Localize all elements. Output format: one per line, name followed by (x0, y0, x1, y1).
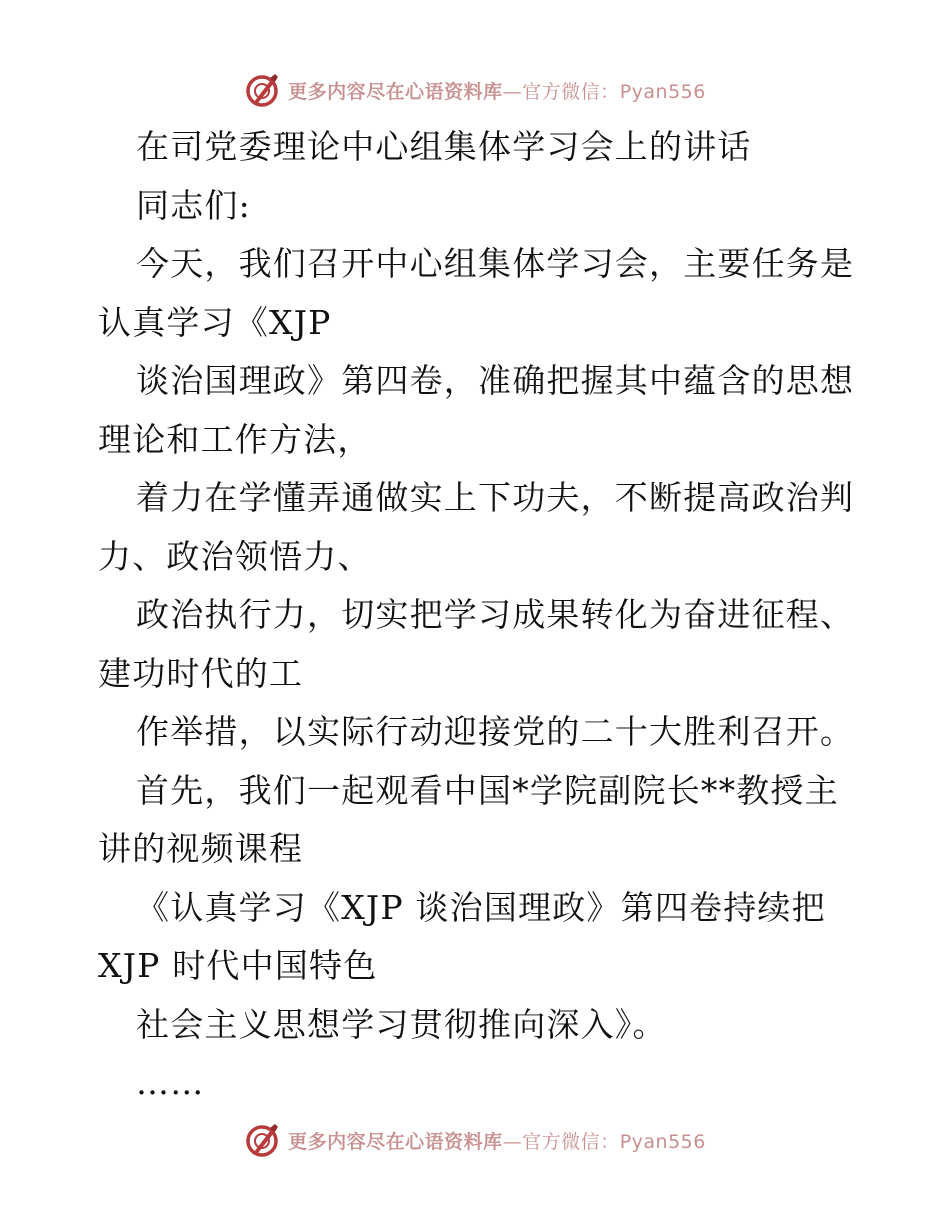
paragraph-line: 建功时代的工 (98, 653, 304, 693)
watermark-dash: — (502, 1130, 523, 1153)
quill-logo-icon (244, 72, 280, 108)
watermark-site: 更多内容尽在心语资料库 (288, 1130, 503, 1153)
header-watermark (0, 70, 950, 110)
watermark-dash: — (502, 80, 523, 103)
paragraph-line: 首先，我们一起观看中国*学院副院长**教授主 (136, 770, 839, 810)
watermark-wechat-id: Pyan556 (619, 1130, 706, 1153)
paragraph-line: 社会主义思想学习贯彻推向深入》。 (136, 1004, 667, 1044)
quill-logo-icon (244, 1122, 280, 1158)
footer-watermark (0, 1120, 950, 1160)
watermark-wechat-label: 官方微信： (522, 1130, 620, 1153)
paragraph-line: 着力在学懂弄通做实上下功夫，不断提高政治判 (136, 478, 855, 517)
document-title: 在司党委理论中心组集体学习会上的讲话 (136, 127, 752, 166)
ellipsis-line: …… (136, 1063, 205, 1102)
watermark-wechat-label: 官方微信： (522, 80, 620, 103)
paragraph-line: 政治执行力，切实把学习成果转化为奋进征程、 (136, 595, 855, 634)
watermark-site: 更多内容尽在心语资料库 (288, 80, 503, 103)
paragraph-line: 《认真学习《XJP 谈治国理政》第四卷持续把 (136, 887, 826, 927)
paragraph-line: 讲的视频课程 (98, 829, 304, 868)
watermark-wechat-id: Pyan556 (619, 80, 706, 103)
greeting-line: 同志们: (136, 185, 251, 225)
watermark-text (288, 77, 706, 104)
paragraph-line: XJP 时代中国特色 (98, 946, 378, 985)
paragraph-line: 谈治国理政》第四卷，准确把握其中蕴含的思想 (136, 361, 855, 400)
paragraph-line: 作举措，以实际行动迎接党的二十大胜利召开。 (136, 712, 855, 751)
paragraph-line: 认真学习《XJP (98, 302, 332, 342)
watermark-text (288, 1127, 706, 1154)
paragraph-line: 力、政治领悟力、 (98, 536, 372, 576)
paragraph-line: 今天，我们召开中心组集体学习会，主要任务是 (136, 244, 855, 283)
paragraph-line: 理论和工作方法， (98, 419, 372, 459)
document-body (98, 118, 858, 1113)
